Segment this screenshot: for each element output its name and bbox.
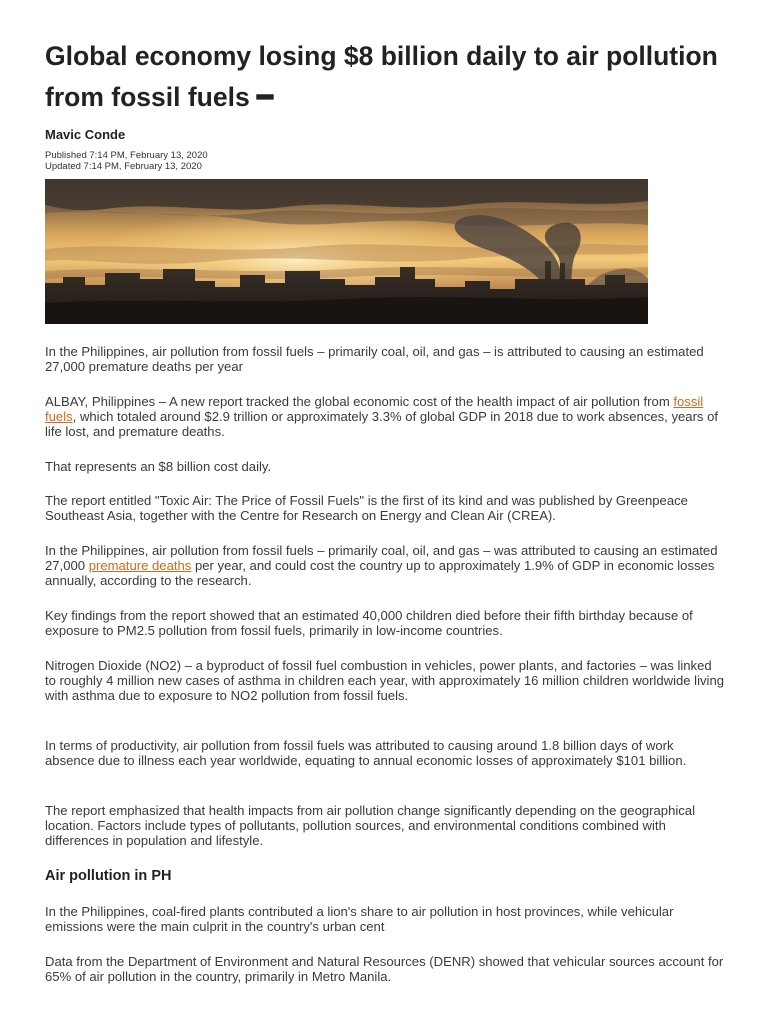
article-title: Global economy losing $8 billion daily to air pollution from fossil fuels ━ (45, 41, 718, 112)
paragraph: The report entitled "Toxic Air: The Price of Fossil Fuels" is the first of its kind and was published by Greenpeace Southeast Asia, together with the Centre for Research on Energy and Clean Air (CREA). (45, 493, 688, 523)
paragraph: In terms of productivity, air pollution from fossil fuels was attributed to causing around 1.8 billion days of work absence due to illness each year worldwide, equating to annual economic losses of approximately $101 billion. (45, 738, 687, 768)
paragraph: In the Philippines, coal-fired plants contributed a lion's share to air pollution in host provinces, while vehicular emissions were the main culprit in the country's urban cent (45, 904, 674, 934)
published-date: Published 7:14 PM, February 13, 2020 (45, 150, 208, 161)
paragraph: The report emphasized that health impacts from air pollution change significantly depending on the geographical location. Factors include types of pollutants, pollution sources, and environmental conditions combined with differences in population and lifestyle. (45, 803, 695, 848)
paragraph: Data from the Department of Environment and Natural Resources (DENR) showed that vehicular sources account for 65% of air pollution in the country, primarily in Metro Manila. (45, 954, 724, 984)
premature-deaths-link[interactable]: premature deaths (88, 558, 192, 573)
paragraph: Key findings from the report showed that an estimated 40,000 children died before their fifth birthday because of exposure to PM2.5 pollution from fossil fuels, primarily in low-income countries. (45, 608, 693, 638)
paragraph: Nitrogen Dioxide (NO2) – a byproduct of fossil fuel combustion in vehicles, power plants, and factories – was linked to roughly 4 million new cases of asthma in children each year, with approximately 16 million children worldwide living with asthma due to exposure to NO2 pollution from fossil fuels. (45, 658, 725, 703)
paragraph-text: , which totaled around $2.9 trillion or approximately 3.3% of global GDP in 2018 due to work absences, years of life lost, and premature deaths. (45, 409, 719, 439)
author-name[interactable]: Mavic Conde (45, 127, 126, 142)
paragraph-text: per year, and could cost the country up to approximately 1.9% of GDP in economic losses annually, according to the research. (45, 558, 715, 588)
paragraph (45, 543, 725, 588)
hero-image (45, 179, 648, 324)
paragraph (45, 394, 725, 439)
fossil-fuels-link[interactable]: fossil fuels (45, 394, 704, 424)
paragraph-text: ALBAY, Philippines – A new report tracked the global economic cost of the health impact of air pollution from (45, 394, 674, 409)
paragraph: That represents an $8 billion cost daily. (45, 459, 272, 474)
paragraph: In the Philippines, air pollution from fossil fuels – primarily coal, oil, and gas – is attributed to causing an estimated 27,000 premature deaths per year (45, 344, 704, 374)
section-heading: Air pollution in PH (45, 868, 172, 884)
paragraph-text: In the Philippines, air pollution from fossil fuels – primarily coal, oil, and gas – was attributed to causing an estimated 27,000 (45, 543, 718, 573)
updated-date: Updated 7:14 PM, February 13, 2020 (45, 161, 202, 172)
publish-dates (45, 150, 208, 172)
